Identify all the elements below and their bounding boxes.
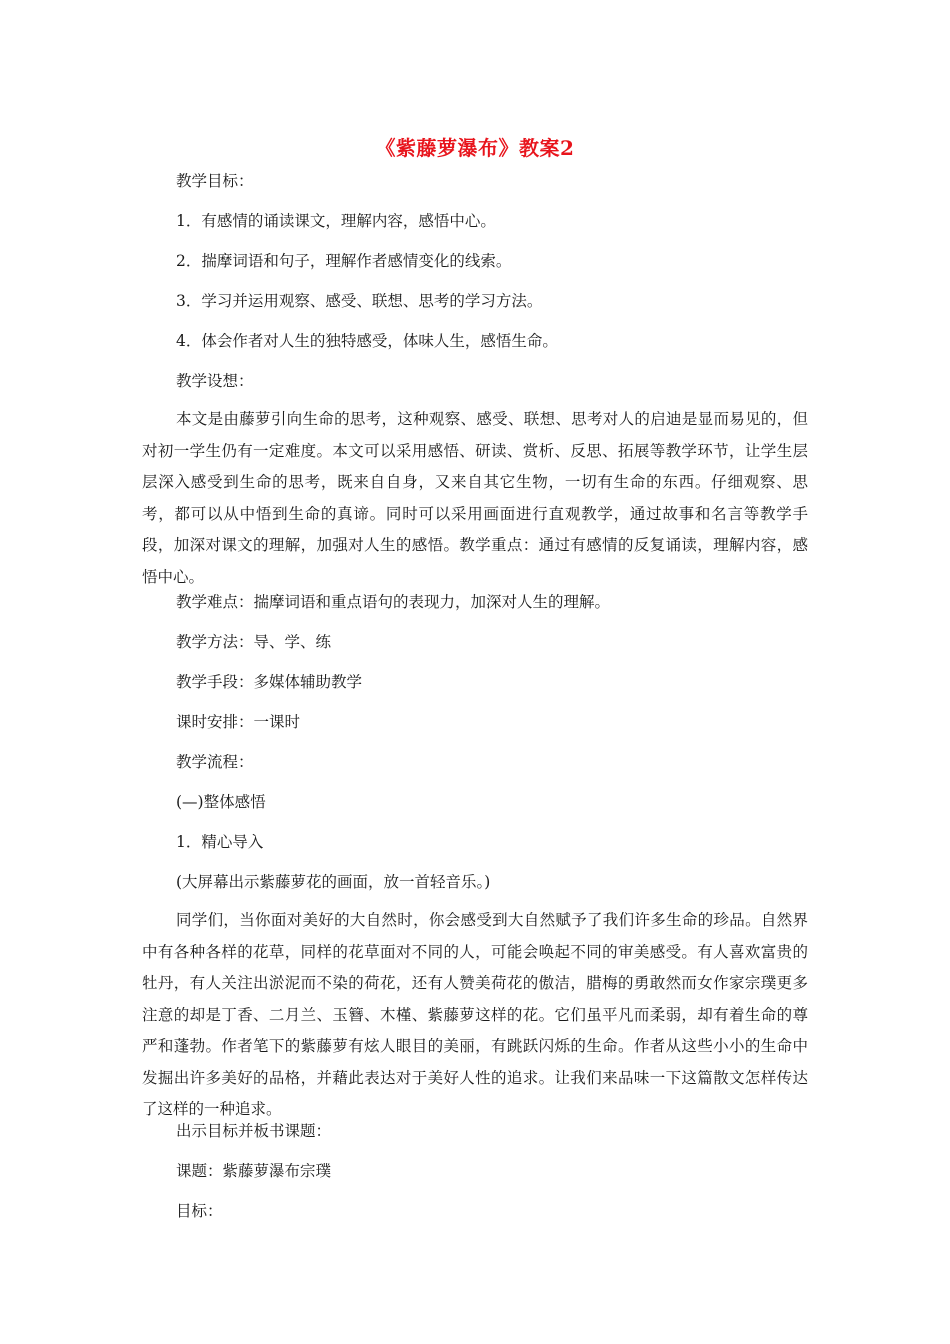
design-paragraph: 本文是由藤萝引向生命的思考，这种观察、感受、联想、思考对人的启迪是显而易见的，但对初一学生仍有一定难度。本文可以采用感悟、研读、赏析、反思、拓展等教学环节，让学生层层深入感受到生命的思考，既来自自身，又来自其它生物，一切有生命的东西。仔细观察、思考，都可以从中悟到生命的真谛。同时可以采用画面进行直观教学，通过故事和名言等教学手段，加深对课文的理解，加强对人生的感悟。教学重点：通过有感情的反复诵读，理解内容，感悟中心。 bbox=[142, 410, 808, 586]
document-title: 《紫藤萝瀑布》教案2 bbox=[375, 136, 575, 160]
intro-paragraph: 同学们，当你面对美好的大自然时，你会感受到大自然赋予了我们许多生命的珍品。自然界中有各种各样的花草，同样的花草面对不同的人，可能会唤起不同的审美感受。有人喜欢富贵的牡丹，有人关注出淤泥而不染的荷花，还有人赞美荷花的傲洁，腊梅的勇敢然而女作家宗璞更多注意的却是丁香、二月兰、玉簪、木槿、紫藤萝这样的花。它们虽平凡而柔弱，却有着生命的尊严和蓬勃。作者笔下的紫藤萝有炫人眼目的美丽，有跳跃闪烁的生命。作者从这些小小的生命中发掘出许多美好的品格，并藉此表达对于美好人性的追求。让我们来品味一下这篇散文怎样传达了这样的一种追求。 bbox=[142, 911, 808, 1118]
goal-item-2: 2．揣摩词语和句子，理解作者感情变化的线索。 bbox=[176, 252, 512, 270]
goal-item-4: 4．体会作者对人生的独特感受，体味人生，感悟生命。 bbox=[176, 332, 558, 350]
process-heading: 教学流程： bbox=[176, 753, 254, 771]
step-one-heading: 1．精心导入 bbox=[176, 833, 264, 851]
goal-item-1: 1．有感情的诵读课文，理解内容，感悟中心。 bbox=[176, 212, 496, 230]
lesson-title-line: 课题：紫藤萝瀑布宗璞 bbox=[176, 1162, 332, 1180]
goals-heading: 教学目标： bbox=[176, 172, 254, 190]
method-line: 教学方法：导、学、练 bbox=[176, 633, 332, 651]
goals-label: 目标： bbox=[176, 1202, 223, 1220]
means-line: 教学手段：多媒体辅助教学 bbox=[176, 673, 363, 691]
difficulty-line: 教学难点：揣摩词语和重点语句的表现力，加深对人生的理解。 bbox=[176, 593, 611, 611]
show-goals-line: 出示目标并板书课题： bbox=[176, 1122, 332, 1140]
stage-note: (大屏幕出示紫藤萝花的画面，放一首轻音乐。) bbox=[176, 873, 491, 891]
section-one-heading: (—)整体感悟 bbox=[176, 793, 266, 811]
schedule-line: 课时安排：一课时 bbox=[176, 713, 301, 731]
design-heading: 教学设想： bbox=[176, 372, 254, 390]
goal-item-3: 3．学习并运用观察、感受、联想、思考的学习方法。 bbox=[176, 292, 543, 310]
